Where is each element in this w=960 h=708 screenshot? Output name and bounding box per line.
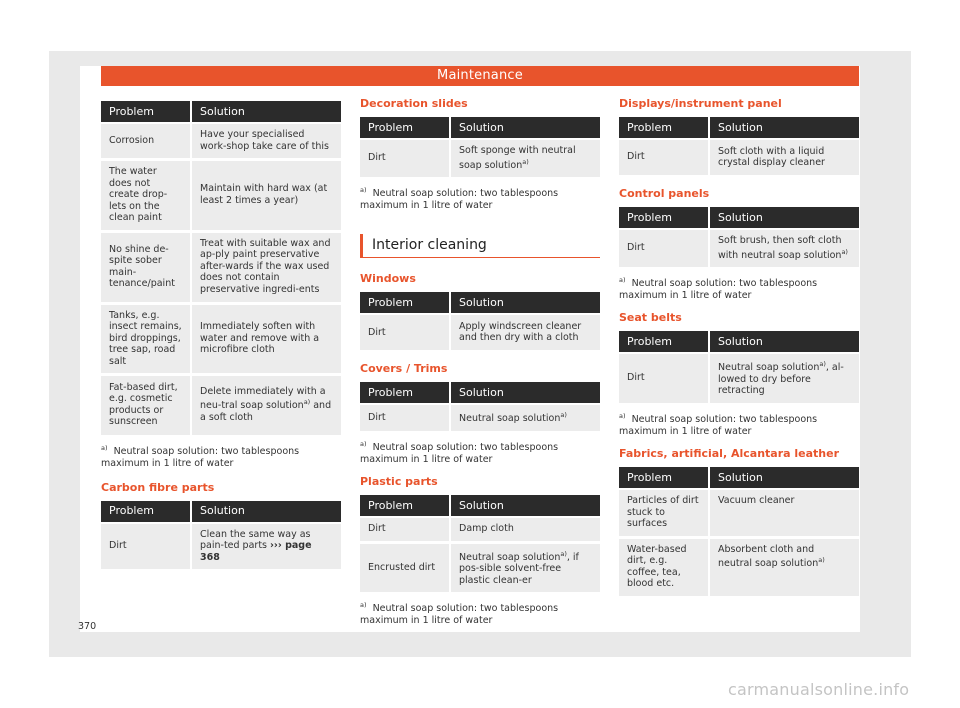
- footnote-mark: a): [619, 276, 626, 285]
- solution-cell: Immediately soften with water and remove with a microfibre cloth: [191, 303, 341, 375]
- solution-cell: Soft cloth with a liquid crystal display cleaner: [709, 139, 859, 175]
- solution-cell: [709, 229, 859, 267]
- solution-text: Absorbent cloth and neutral soap solution: [718, 543, 819, 570]
- section-title-plastic: Plastic parts: [360, 475, 438, 489]
- footnote-text: Neutral soap solution: two tablespoons maximum in 1 litre of water: [360, 603, 559, 627]
- footnote-mark: a): [101, 443, 108, 452]
- column-header-problem: Problem: [360, 382, 450, 404]
- problem-cell: Dirt: [360, 404, 450, 431]
- solution-cell: Vacuum cleaner: [709, 489, 859, 537]
- solution-cell: [709, 537, 859, 596]
- problem-cell: Encrusted dirt: [360, 542, 450, 592]
- solution-text: Neutral soap solution: [459, 551, 561, 563]
- problem-cell: Dirt: [101, 523, 191, 570]
- solution-text: Soft brush, then soft cloth with neutral soap solution: [718, 235, 842, 261]
- solution-cell: Damp cloth: [450, 517, 600, 542]
- footnote-marker: a): [522, 157, 529, 166]
- covers-table: [360, 382, 600, 431]
- footnote: [360, 599, 600, 627]
- interior-cleaning-heading: Interior cleaning: [360, 234, 600, 258]
- solution-text-continued: , if pos-sible solvent-free plastic clean-er: [459, 551, 579, 586]
- table-row: [101, 303, 341, 375]
- column-header-problem: Problem: [360, 495, 450, 517]
- footnote: [619, 410, 859, 438]
- column-header-problem: Problem: [619, 331, 709, 353]
- exterior-problems-table: [101, 101, 341, 435]
- table-row: [101, 523, 341, 570]
- problem-cell: Particles of dirt stuck to surfaces: [619, 489, 709, 537]
- plastic-table: [360, 495, 600, 592]
- seat-belts-table: [619, 331, 859, 403]
- page-number: 370: [78, 621, 97, 632]
- column-header-solution: Solution: [450, 117, 600, 139]
- column-header-problem: Problem: [101, 501, 191, 523]
- footnote-marker: a): [841, 247, 848, 256]
- section-title-windows: Windows: [360, 272, 416, 286]
- column-header-solution: Solution: [709, 331, 859, 353]
- solution-cell: [191, 375, 341, 435]
- problem-cell: Corrosion: [101, 123, 191, 160]
- table-row: [619, 489, 859, 537]
- footnote: [619, 274, 859, 302]
- problem-cell: Water-based dirt, e.g. coffee, tea, blood etc.: [619, 537, 709, 596]
- solution-cell: [450, 542, 600, 592]
- solution-cell: Have your specialised work-shop take care of this: [191, 123, 341, 160]
- control-panels-table: [619, 207, 859, 267]
- column-header-solution: Solution: [450, 495, 600, 517]
- section-header: Maintenance: [101, 66, 859, 86]
- solution-text: Neutral soap solution: [459, 413, 561, 425]
- section-title-covers: Covers / Trims: [360, 362, 448, 376]
- solution-text: Soft sponge with neutral soap solution: [459, 145, 576, 171]
- table-row: [360, 314, 600, 350]
- footnote-mark: a): [360, 186, 367, 195]
- solution-cell: [450, 404, 600, 431]
- column-header-solution: Solution: [709, 117, 859, 139]
- solution-text-continued: , al-lowed to dry before retracting: [718, 362, 844, 397]
- column-header-solution: Solution: [191, 501, 341, 523]
- section-title-seat-belts: Seat belts: [619, 311, 682, 325]
- table-row: [619, 537, 859, 596]
- column-3: [619, 97, 859, 596]
- footnote-text: Neutral soap solution: two tablespoons maximum in 1 litre of water: [619, 414, 818, 438]
- footnote-marker: a): [819, 360, 826, 369]
- section-title-displays: Displays/instrument panel: [619, 97, 782, 110]
- problem-cell: The water does not create drop-lets on the clean paint: [101, 160, 191, 232]
- footnote: [360, 184, 600, 212]
- table-row: [101, 375, 341, 435]
- footnote-text: Neutral soap solution: two tablespoons maximum in 1 litre of water: [360, 442, 559, 466]
- column-header-solution: Solution: [709, 207, 859, 229]
- table-row: [101, 160, 341, 232]
- footnote: [360, 438, 600, 466]
- footnote-mark: a): [360, 439, 367, 448]
- solution-cell: [450, 139, 600, 177]
- section-title-control-panels: Control panels: [619, 187, 710, 200]
- table-row: [360, 139, 600, 177]
- footnote-text: Neutral soap solution: two tablespoons maximum in 1 litre of water: [360, 188, 559, 212]
- section-title-decoration: Decoration slides: [360, 97, 468, 110]
- table-row: [101, 123, 341, 160]
- solution-cell: Maintain with hard wax (at least 2 times a year): [191, 160, 341, 232]
- table-row: [101, 231, 341, 303]
- footnote-text: Neutral soap solution: two tablespoons maximum in 1 litre of water: [619, 278, 818, 302]
- column-header-problem: Problem: [619, 117, 709, 139]
- problem-cell: Dirt: [360, 139, 450, 177]
- column-header-problem: Problem: [619, 207, 709, 229]
- table-row: [360, 404, 600, 431]
- column-header-solution: Solution: [450, 382, 600, 404]
- footnote-mark: a): [360, 601, 367, 610]
- problem-cell: No shine de-spite sober main-tenance/paint: [101, 231, 191, 303]
- carbon-table: [101, 501, 341, 570]
- column-header-problem: Problem: [360, 117, 450, 139]
- section-title-carbon: Carbon fibre parts: [101, 480, 215, 494]
- solution-cell: Treat with suitable wax and ap-ply paint preservative after-wards if the wax used does not contain preservative ingredi-ents: [191, 231, 341, 303]
- column-header-problem: Problem: [619, 467, 709, 489]
- footnote-marker: a): [818, 556, 825, 565]
- problem-cell: Dirt: [619, 229, 709, 267]
- solution-text-continued: and a soft cloth: [200, 400, 332, 424]
- table-row: [360, 542, 600, 592]
- column-header-solution: Solution: [191, 101, 341, 123]
- footnote-marker: a): [303, 398, 311, 407]
- problem-cell: Dirt: [360, 314, 450, 350]
- column-header-solution: Solution: [709, 467, 859, 489]
- table-row: [360, 517, 600, 542]
- problem-cell: Dirt: [619, 353, 709, 403]
- page-reference-link[interactable]: ››› page 368: [200, 540, 312, 563]
- table-row: [619, 353, 859, 403]
- column-1: [101, 101, 341, 569]
- column-2: [360, 97, 600, 627]
- table-row: [619, 229, 859, 267]
- problem-cell: Tanks, e.g. insect remains, bird droppings, tree sap, road salt: [101, 303, 191, 375]
- footnote-text: Neutral soap solution: two tablespoons maximum in 1 litre of water: [101, 445, 300, 469]
- column-header-problem: Problem: [101, 101, 191, 123]
- footnote-marker: a): [560, 411, 567, 420]
- solution-text: Neutral soap solution: [718, 362, 820, 374]
- problem-cell: Dirt: [619, 139, 709, 175]
- solution-cell: [709, 353, 859, 403]
- fabrics-table: [619, 467, 859, 596]
- column-header-problem: Problem: [360, 292, 450, 314]
- solution-text: Delete immediately with a neu-tral soap solution: [200, 385, 326, 412]
- problem-cell: Dirt: [360, 517, 450, 542]
- footnote-marker: a): [560, 549, 567, 558]
- windows-table: [360, 292, 600, 350]
- watermark: carmanualsonline.info: [728, 680, 910, 699]
- problem-cell: Fat-based dirt, e.g. cosmetic products or sunscreen: [101, 375, 191, 435]
- decoration-table: [360, 117, 600, 177]
- solution-cell: Apply windscreen cleaner and then dry with a cloth: [450, 314, 600, 350]
- table-row: [619, 139, 859, 175]
- footnote-mark: a): [619, 411, 626, 420]
- solution-text: Clean the same way as pain-ted parts: [200, 528, 311, 552]
- column-header-solution: Solution: [450, 292, 600, 314]
- section-title-fabrics: Fabrics, artificial, Alcantara leather: [619, 447, 840, 461]
- displays-table: [619, 117, 859, 175]
- solution-cell: [191, 523, 341, 570]
- footnote: [101, 442, 341, 470]
